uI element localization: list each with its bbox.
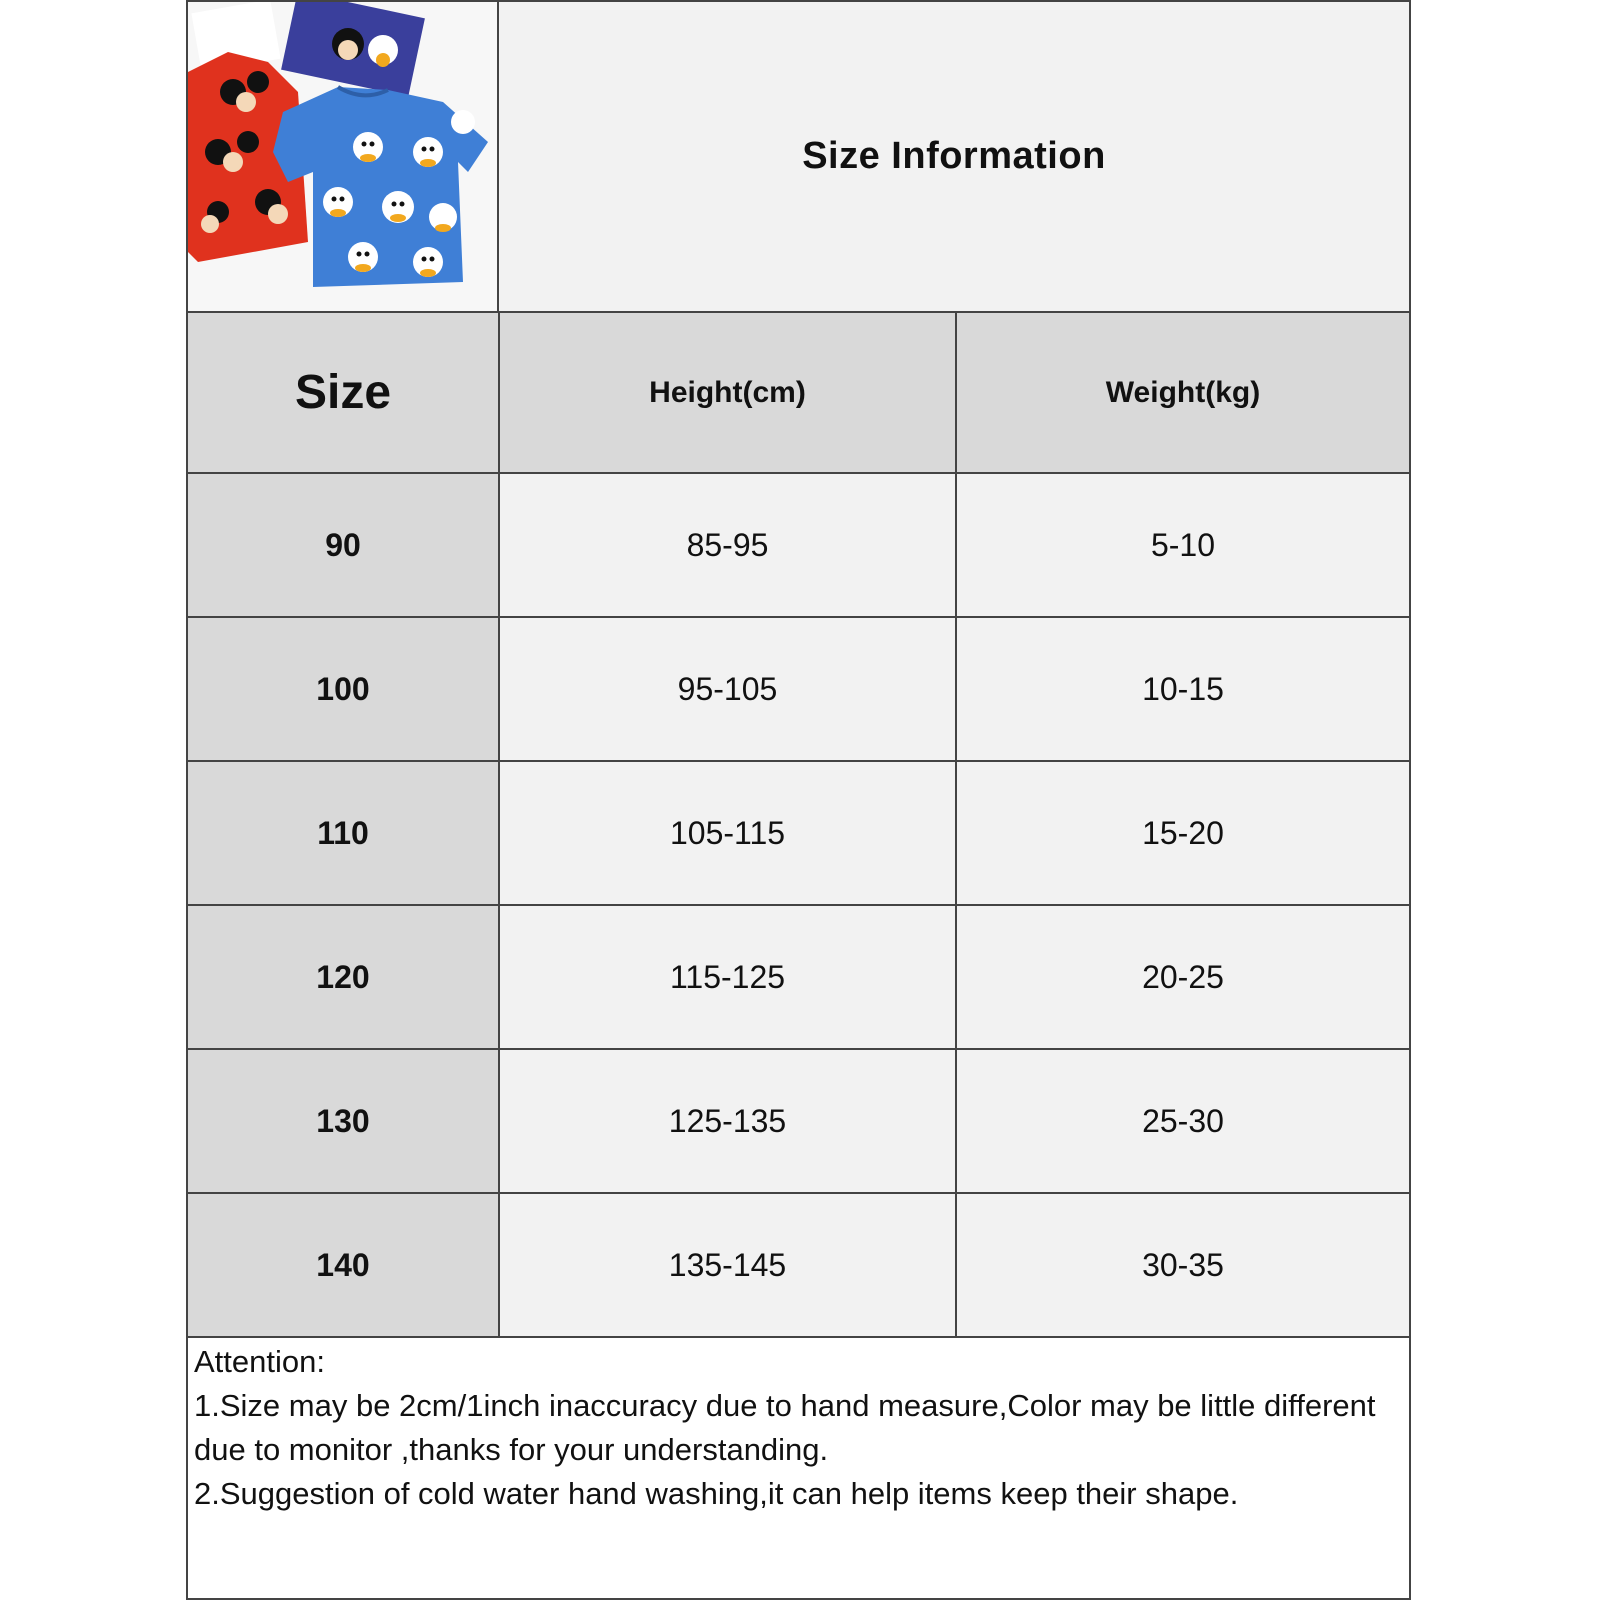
attention-line-1: 1.Size may be 2cm/1inch inaccuracy due to hand measure,Color may be little different due to monitor ,thanks for your understanding. [194,1388,1376,1467]
table-row [188,617,1409,761]
height-cell: 85-95 [499,473,956,617]
table-row [188,1193,1409,1337]
size-chart-sheet [186,0,1411,1600]
weight-cell: 15-20 [956,761,1409,905]
attention-notes [194,1340,1399,1516]
page-title: Size Information [802,135,1106,177]
title-cell [499,2,1409,311]
column-header-weight: Weight(kg) [956,313,1409,473]
table-row [188,473,1409,617]
height-cell: 115-125 [499,905,956,1049]
height-cell: 95-105 [499,617,956,761]
height-cell: 105-115 [499,761,956,905]
table-row [188,1049,1409,1193]
weight-cell: 30-35 [956,1193,1409,1337]
height-cell: 135-145 [499,1193,956,1337]
column-header-height: Height(cm) [499,313,956,473]
size-cell: 130 [188,1049,499,1193]
weight-cell: 20-25 [956,905,1409,1049]
size-cell: 100 [188,617,499,761]
attention-line-2: 2.Suggestion of cold water hand washing,it can help items keep their shape. [194,1476,1239,1511]
weight-cell: 25-30 [956,1049,1409,1193]
header-row [188,2,1409,313]
attention-heading: Attention: [194,1344,325,1379]
size-table [188,313,1409,1338]
weight-cell: 10-15 [956,617,1409,761]
table-row [188,761,1409,905]
height-cell: 125-135 [499,1049,956,1193]
size-cell: 140 [188,1193,499,1337]
product-photo [188,2,499,311]
size-cell: 90 [188,473,499,617]
column-header-size: Size [188,313,499,473]
size-cell: 110 [188,761,499,905]
size-cell: 120 [188,905,499,1049]
weight-cell: 5-10 [956,473,1409,617]
table-header-row [188,313,1409,473]
product-photo-tshirts-icon [188,2,497,311]
table-row [188,905,1409,1049]
